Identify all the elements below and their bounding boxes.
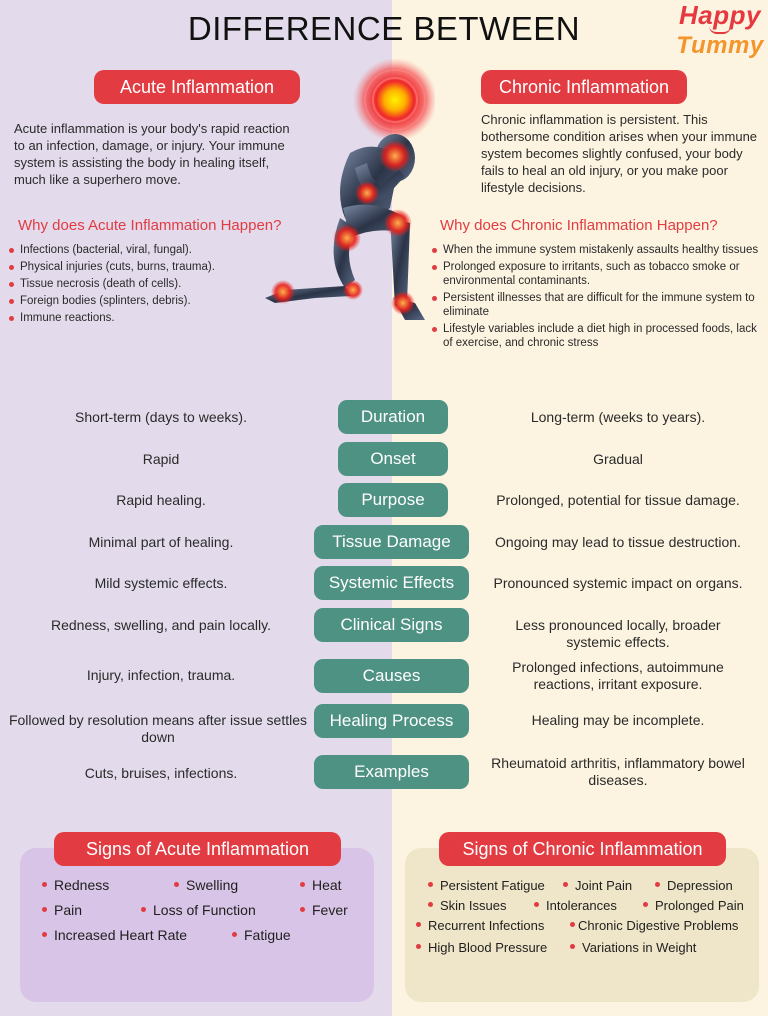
sign-item: Recurrent Infections [416, 918, 544, 933]
bullet-icon [416, 944, 421, 949]
chronic-value: Prolonged, potential for tissue damage. [496, 492, 740, 508]
bullet-icon [428, 902, 433, 907]
sign-item: Persistent Fatigue [428, 878, 545, 893]
comparison-row-healing-process [0, 704, 768, 745]
sign-item: Redness [42, 877, 109, 893]
acute-value: Rapid [142, 451, 180, 467]
row-label: Duration [338, 400, 448, 434]
sign-item: High Blood Pressure [416, 940, 547, 955]
row-label: Clinical Signs [314, 608, 469, 642]
acute-value: Cuts, bruises, infections. [84, 765, 238, 781]
acute-causes-list [7, 243, 277, 328]
acute-value: Redness, swelling, and pain locally. [51, 617, 271, 633]
sign-item: Pain [42, 902, 82, 918]
chronic-value: Rheumatoid arthritis, inflammatory bowel diseases. [491, 755, 745, 788]
comparison-row-clinical-signs [0, 608, 768, 650]
row-label: Systemic Effects [314, 566, 469, 600]
happy-tummy-logo [672, 2, 768, 58]
chronic-value: Prolonged infections, autoimmune reactions, irritant exposure. [512, 659, 724, 692]
chronic-value: Ongoing may lead to tissue destruction. [495, 534, 741, 550]
sign-item: Chronic Digestive Problems [570, 918, 738, 933]
acute-heading: Acute Inflammation [94, 70, 300, 104]
logo-line-2: Tummy [676, 32, 764, 59]
chronic-heading: Chronic Inflammation [481, 70, 687, 104]
row-label: Tissue Damage [314, 525, 469, 559]
list-item: Persistent illnesses that are difficult for the immune system to eliminate [430, 291, 766, 319]
bullet-icon [655, 882, 660, 887]
acute-signs-box [20, 848, 374, 1002]
bullet-icon [416, 922, 421, 927]
bullet-icon [232, 932, 237, 937]
sign-item: Intolerances [534, 898, 617, 913]
bullet-icon [42, 882, 47, 887]
chronic-value: Less pronounced locally, broader systemic effects. [515, 617, 721, 650]
acute-value: Injury, infection, trauma. [86, 667, 236, 683]
sign-item: Depression [655, 878, 733, 893]
logo-line-1: Happy [679, 0, 761, 30]
bullet-icon [174, 882, 179, 887]
list-item: Lifestyle variables include a diet high in processed foods, lack of exercise, and chronic stress [430, 322, 766, 350]
acute-value: Minimal part of healing. [88, 534, 234, 550]
acute-value: Short-term (days to weeks). [75, 409, 247, 425]
acute-description: Acute inflammation is your body's rapid reaction to an infection, damage, or injury. Your immune system is assisting the body in healing itself, much like a superhero move. [14, 121, 290, 187]
list-item: Foreign bodies (splinters, debris). [7, 294, 277, 308]
chronic-value: Gradual [593, 451, 643, 467]
comparison-row-duration [0, 400, 768, 436]
bullet-icon [300, 882, 305, 887]
sign-item: Skin Issues [428, 898, 506, 913]
sign-item: Swelling [174, 877, 238, 893]
page-title: DIFFERENCE BETWEEN [187, 10, 581, 47]
bullet-icon [428, 882, 433, 887]
chronic-value: Healing may be incomplete. [531, 712, 705, 728]
comparison-row-tissue-damage [0, 525, 768, 561]
list-item: Immune reactions. [7, 311, 277, 325]
bullet-icon [42, 907, 47, 912]
comparison-row-purpose [0, 483, 768, 519]
bullet-icon [141, 907, 146, 912]
bullet-icon [563, 882, 568, 887]
comparison-row-examples [0, 755, 768, 791]
sign-item: Loss of Function [141, 902, 256, 918]
bullet-icon [643, 902, 648, 907]
comparison-row-onset [0, 442, 768, 478]
comparison-row-causes [0, 659, 768, 695]
list-item: Physical injuries (cuts, burns, trauma). [7, 260, 277, 274]
sign-item: Fatigue [232, 927, 291, 943]
sign-item: Heat [300, 877, 342, 893]
bullet-icon [300, 907, 305, 912]
bullet-icon [534, 902, 539, 907]
bullet-icon [42, 932, 47, 937]
list-item: Tissue necrosis (death of cells). [7, 277, 277, 291]
acute-value: Followed by resolution means after issue settles down [8, 712, 308, 745]
acute-value: Mild systemic effects. [94, 575, 228, 591]
row-label: Healing Process [314, 704, 469, 738]
sign-item: Joint Pain [563, 878, 632, 893]
sign-item: Increased Heart Rate [42, 927, 187, 943]
acute-value: Rapid healing. [116, 492, 206, 508]
sign-item: Prolonged Pain [643, 898, 744, 913]
row-label: Purpose [338, 483, 448, 517]
acute-why-heading: Why does Acute Inflammation Happen? [18, 217, 282, 234]
list-item: Prolonged exposure to irritants, such as tobacco smoke or environmental contaminants. [430, 260, 766, 288]
chronic-value: Pronounced systemic impact on organs. [493, 575, 743, 591]
chronic-value: Long-term (weeks to years). [530, 409, 706, 425]
inflamed-body-illustration [255, 58, 435, 338]
chronic-why-heading: Why does Chronic Inflammation Happen? [440, 217, 718, 234]
comparison-row-systemic-effects [0, 566, 768, 602]
row-label: Examples [314, 755, 469, 789]
sign-item: Fever [300, 902, 348, 918]
chronic-causes-list [430, 243, 766, 353]
bullet-icon [570, 922, 575, 927]
chronic-signs-heading: Signs of Chronic Inflammation [439, 832, 726, 866]
acute-signs-heading: Signs of Acute Inflammation [54, 832, 341, 866]
sign-item: Variations in Weight [570, 940, 696, 955]
bullet-icon [570, 944, 575, 949]
chronic-description: Chronic inflammation is persistent. This bothersome condition arises when your immune system becomes slightly confused, your body fails to heal an old injury, or you make poor lifestyle decisions. [481, 112, 758, 195]
list-item: When the immune system mistakenly assaults healthy tissues [430, 243, 766, 257]
list-item: Infections (bacterial, viral, fungal). [7, 243, 277, 257]
row-label: Causes [314, 659, 469, 693]
row-label: Onset [338, 442, 448, 476]
